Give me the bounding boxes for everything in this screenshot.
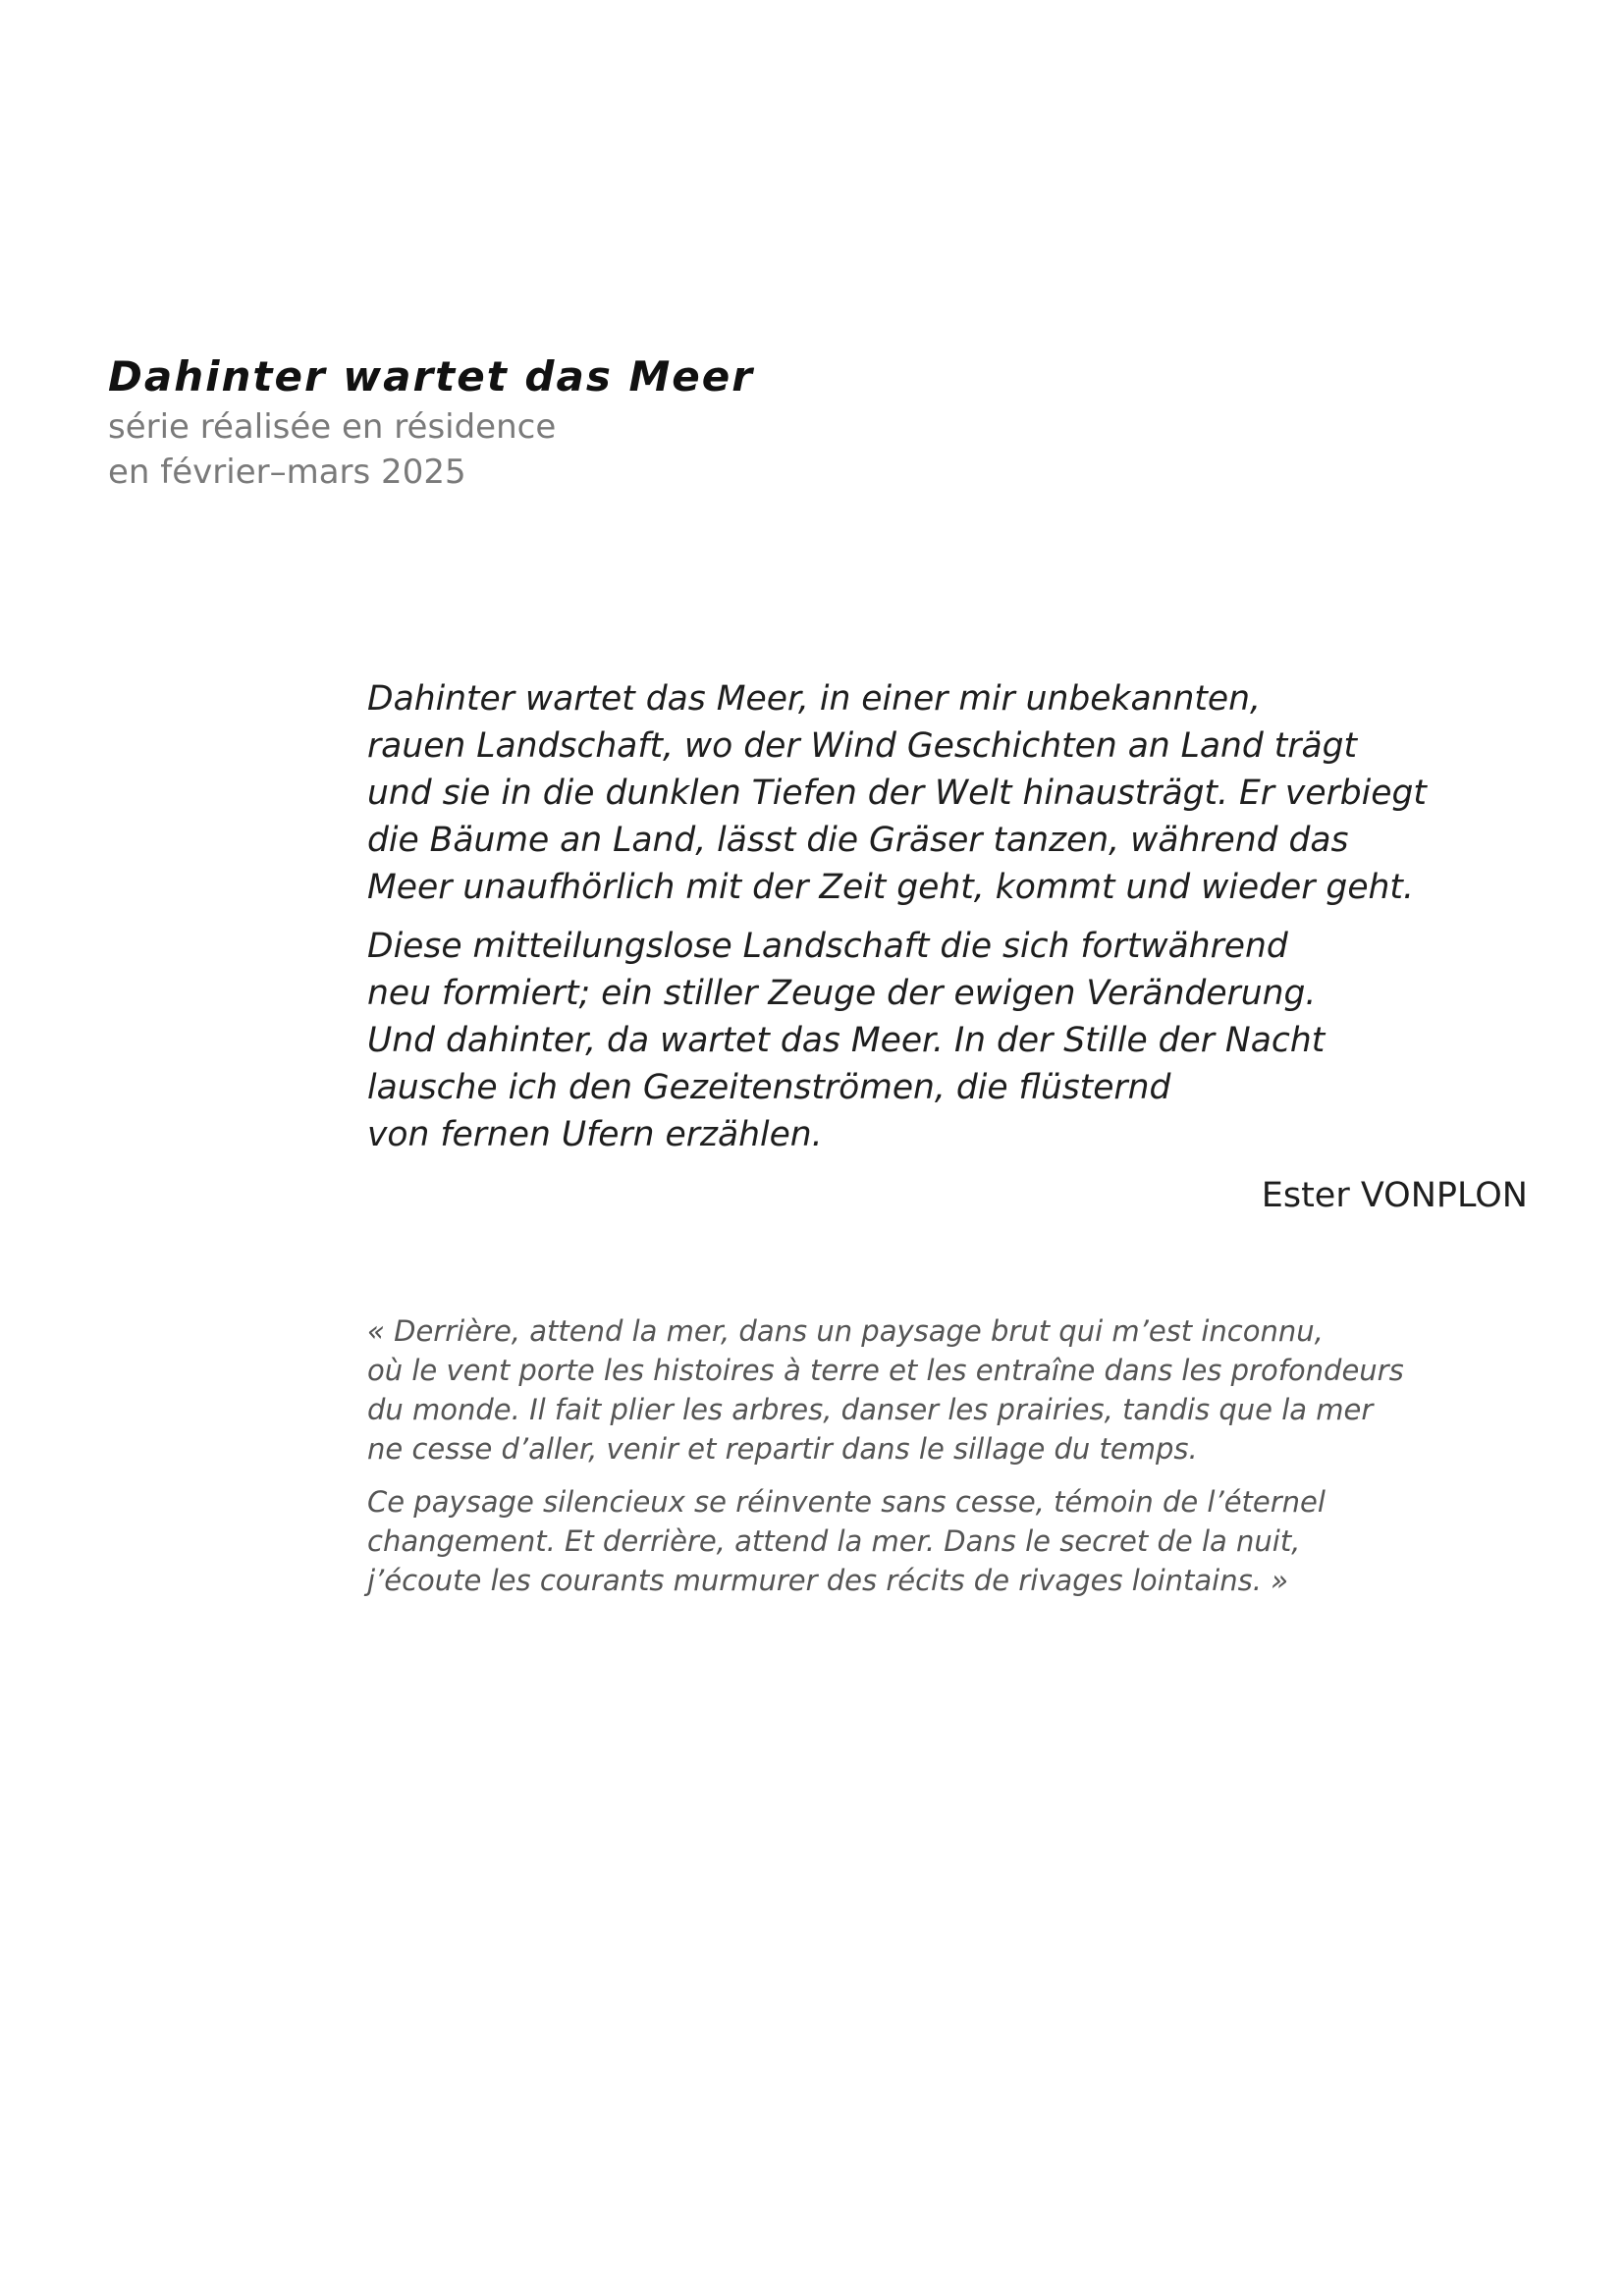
german-text-block bbox=[367, 675, 1545, 1170]
french-paragraph-2: Ce paysage silencieux se réinvente sans cesse, témoin de l’éternel changement. Et derrière, attend la mer. Dans le secret de la nuit, j’écoute les courants murmurer des récits de rivages lointains. » bbox=[367, 1485, 1326, 1597]
author-name: Ester VONPLON bbox=[1261, 1176, 1528, 1215]
subtitle-line-2: en février–mars 2025 bbox=[108, 453, 466, 492]
subtitle-line-1: série réalisée en résidence bbox=[108, 407, 557, 447]
french-translation-block bbox=[367, 1311, 1565, 1614]
german-paragraph-1: Dahinter wartet das Meer, in einer mir unbekannten, rauen Landschaft, wo der Wind Geschichten an Land trägt und sie in die dunklen Tiefen der Welt hinausträgt. Er verbiegt die Bäume an Land, lässt die Gräser tanzen, während das Meer unaufhörlich mit der Zeit geht, kommt und wieder geht. bbox=[367, 679, 1427, 907]
header bbox=[108, 349, 992, 495]
page-title: Dahinter wartet das Meer bbox=[108, 352, 754, 400]
german-paragraph-2: Diese mitteilungslose Landschaft die sich fortwährend neu formiert; ein stiller Zeuge der ewigen Veränderung. Und dahinter, da wartet das Meer. In der Stille der Nacht lausche ich den Gezeitenströmen, die flüsternd von fernen Ufern erzählen. bbox=[367, 927, 1326, 1154]
french-paragraph-1: « Derrière, attend la mer, dans un paysage brut qui m’est inconnu, où le vent porte les histoires à terre et les entraîne dans les profondeurs du monde. Il fait plier les arbres, danser les prairies, tandis que la mer ne cesse d’aller, venir et repartir dans le sillage du temps. bbox=[367, 1314, 1404, 1466]
